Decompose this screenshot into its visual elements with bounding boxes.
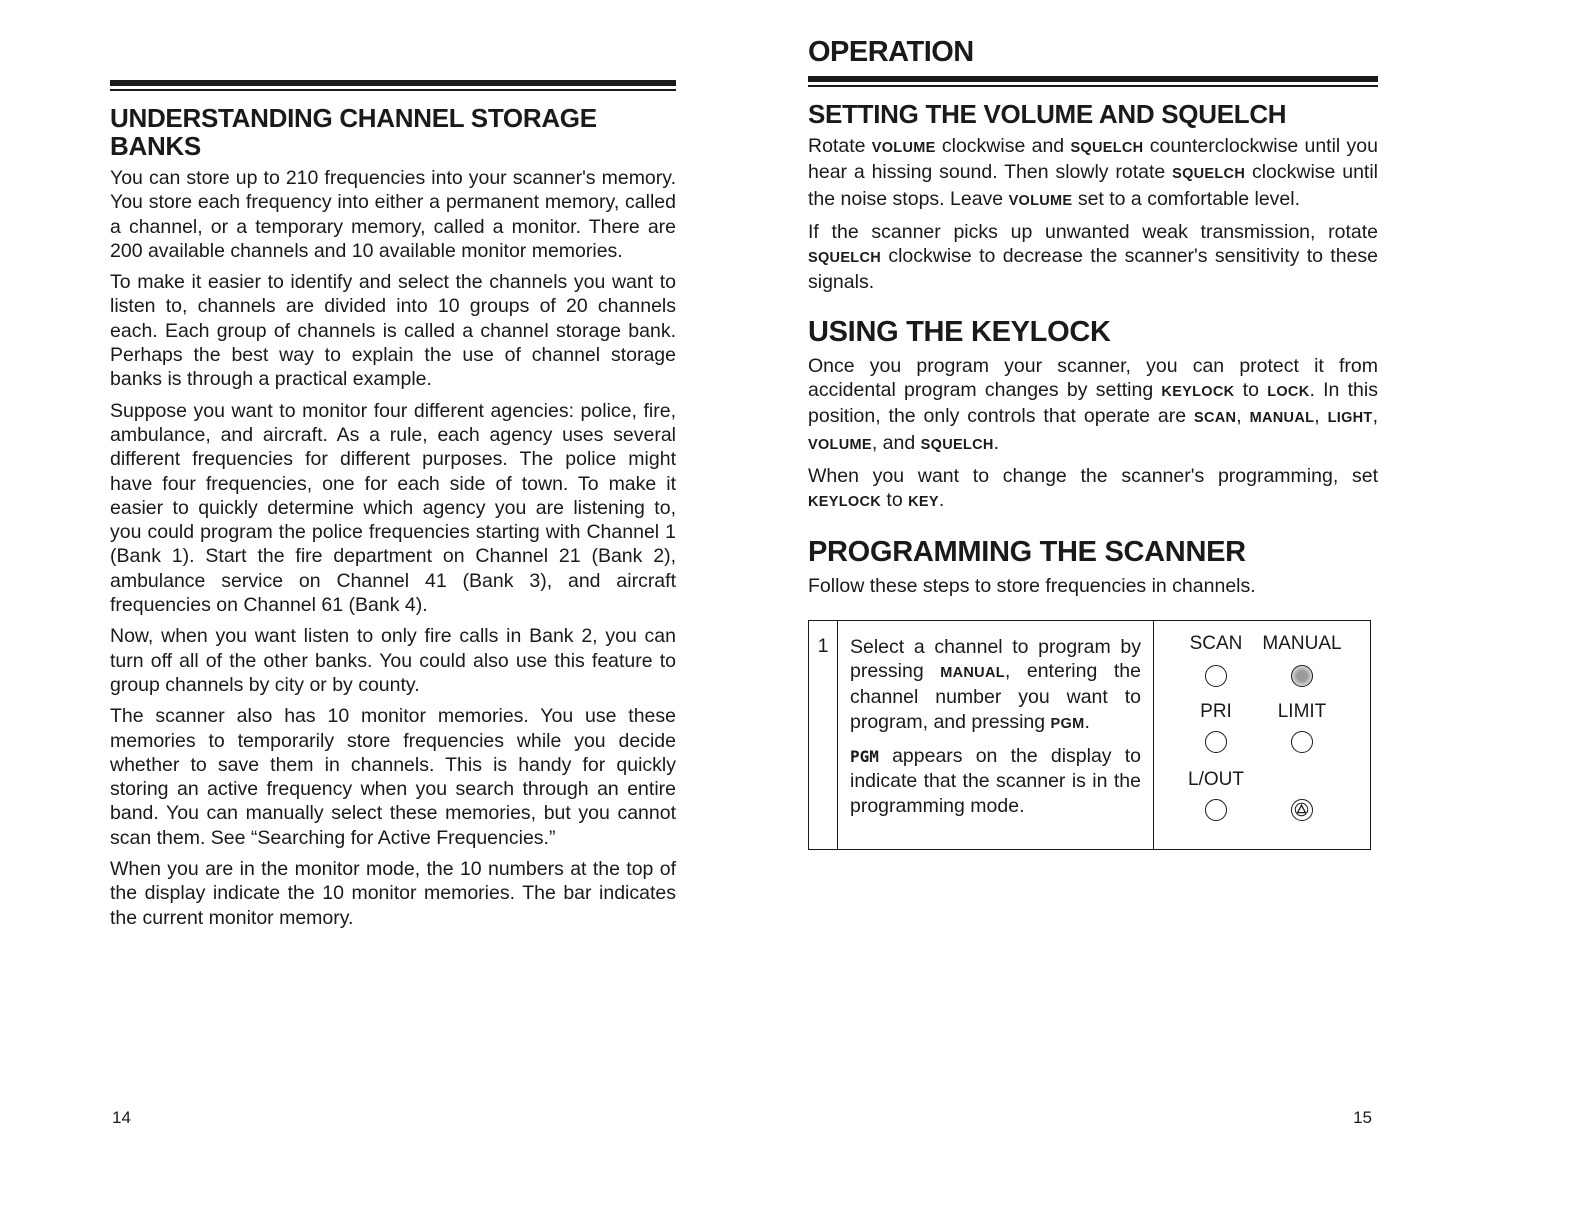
- paragraph: Now, when you want listen to only fire calls in Bank 2, you can turn off all of the other banks. You could also use this feature to group channels by city or by county.: [110, 625, 676, 696]
- right-page-content: [808, 100, 1378, 850]
- paragraph: Once you program your scanner, you can protect it from accidental program changes by setting KEYLOCK to LOCK. In this position, the only controls that operate are SCAN, MANUAL, LIGHT, VOLUME, and SQUELCH.: [808, 354, 1378, 454]
- paragraph: Suppose you want to monitor four different agencies: police, fire, ambulance, and aircraft. As a rule, each agency uses several different frequencies for different purposes. The police might have four frequencies, one for each side of town. To make it easier to quickly determine which agency you are listening to, you could program the police frequencies starting with Channel 1 (Bank 1). Start the fire department on Channel 21 (Bank 2), ambulance service on Channel 41 (Bank 3), and aircraft frequencies on Channel 61 (Bank 4).: [110, 399, 676, 617]
- page-number: 14: [112, 1108, 131, 1127]
- right-page: [808, 0, 1378, 1224]
- lout-key-icon: [1205, 799, 1227, 821]
- paragraph: If the scanner picks up unwanted weak transmission, rotate SQUELCH clockwise to decrease the scanner's sensitivity to these signals.: [808, 220, 1378, 294]
- left-page-content: [110, 104, 676, 937]
- paragraph: To make it easier to identify and select the channels you want to listen to, channels are divided into 10 groups of 20 channels each. Each group of channels is called a channel storage bank. Perhaps the best way to explain the use of channel storage banks is through a practical example.: [110, 271, 676, 391]
- step-instructions: [838, 621, 1154, 849]
- limit-key-icon: [1291, 731, 1313, 753]
- page-number: 15: [1353, 1108, 1372, 1127]
- paragraph: Rotate VOLUME clockwise and SQUELCH counterclockwise until you hear a hissing sound. Then slowly rotate SQUELCH clockwise until the noise stops. Leave VOLUME set to a comfortable level.: [808, 135, 1378, 210]
- step-paragraph: Select a channel to program by pressing MANUAL, entering the channel number you want to program, and pressing PGM.: [850, 635, 1141, 733]
- lout-key-label: L/OUT: [1188, 768, 1244, 790]
- scan-key-icon: [1205, 665, 1227, 687]
- paragraph: The scanner also has 10 monitor memories. You use these memories to temporarily store frequencies while you decide whether to save them in channels. This is handy for quickly storing an active frequency when you search through an entire band. You can manually select these memories, but you cannot scan them. See “Searching for Active Frequencies.”: [110, 705, 676, 849]
- paragraph: When you are in the monitor mode, the 10 numbers at the top of the display indicate the 10 monitor memories. The bar indicates the current monitor memory.: [110, 858, 676, 929]
- section-label: OPERATION: [808, 36, 974, 68]
- step-paragraph: PGM appears on the display to indicate that the scanner is in the programming mode.: [850, 745, 1141, 817]
- header-rule-thin: [110, 89, 676, 91]
- volume-squelch-heading: SETTING THE VOLUME AND SQUELCH: [808, 99, 1287, 129]
- header-rule-thin: [808, 85, 1378, 87]
- pri-key-label: PRI: [1200, 700, 1232, 722]
- triangle-icon: [1294, 802, 1309, 817]
- manual-key-pressed-icon: [1291, 665, 1313, 687]
- paragraph: You can store up to 210 frequencies into your scanner's memory. You store each frequency into either a permanent memory, called a channel, or a temporary memory, called a monitor. There are 200 available channels and 10 available monitor memories.: [110, 167, 676, 262]
- step-table: [808, 620, 1371, 850]
- programming-intro: Follow these steps to store frequencies in channels.: [808, 574, 1256, 597]
- left-page: [110, 0, 676, 1224]
- pgm-key-icon: [1291, 799, 1313, 821]
- manual-key-label: MANUAL: [1262, 632, 1342, 654]
- heading-line-1: UNDERSTANDING CHANNEL STORAGE: [110, 103, 597, 133]
- limit-key-label: LIMIT: [1277, 700, 1327, 722]
- header-rule-thick: [110, 80, 676, 86]
- keypad-diagram: [1154, 621, 1370, 849]
- paragraph: When you want to change the scanner's programming, set KEYLOCK to KEY.: [808, 464, 1378, 512]
- scan-key-label: SCAN: [1189, 632, 1243, 654]
- pri-key-icon: [1205, 731, 1227, 753]
- heading-line-2: BANKS: [110, 131, 201, 161]
- step-number: 1: [809, 621, 838, 849]
- header-rule-thick: [808, 76, 1378, 82]
- channel-storage-heading: [110, 104, 676, 160]
- keylock-heading: USING THE KEYLOCK: [808, 315, 1111, 348]
- programming-heading: PROGRAMMING THE SCANNER: [808, 535, 1246, 568]
